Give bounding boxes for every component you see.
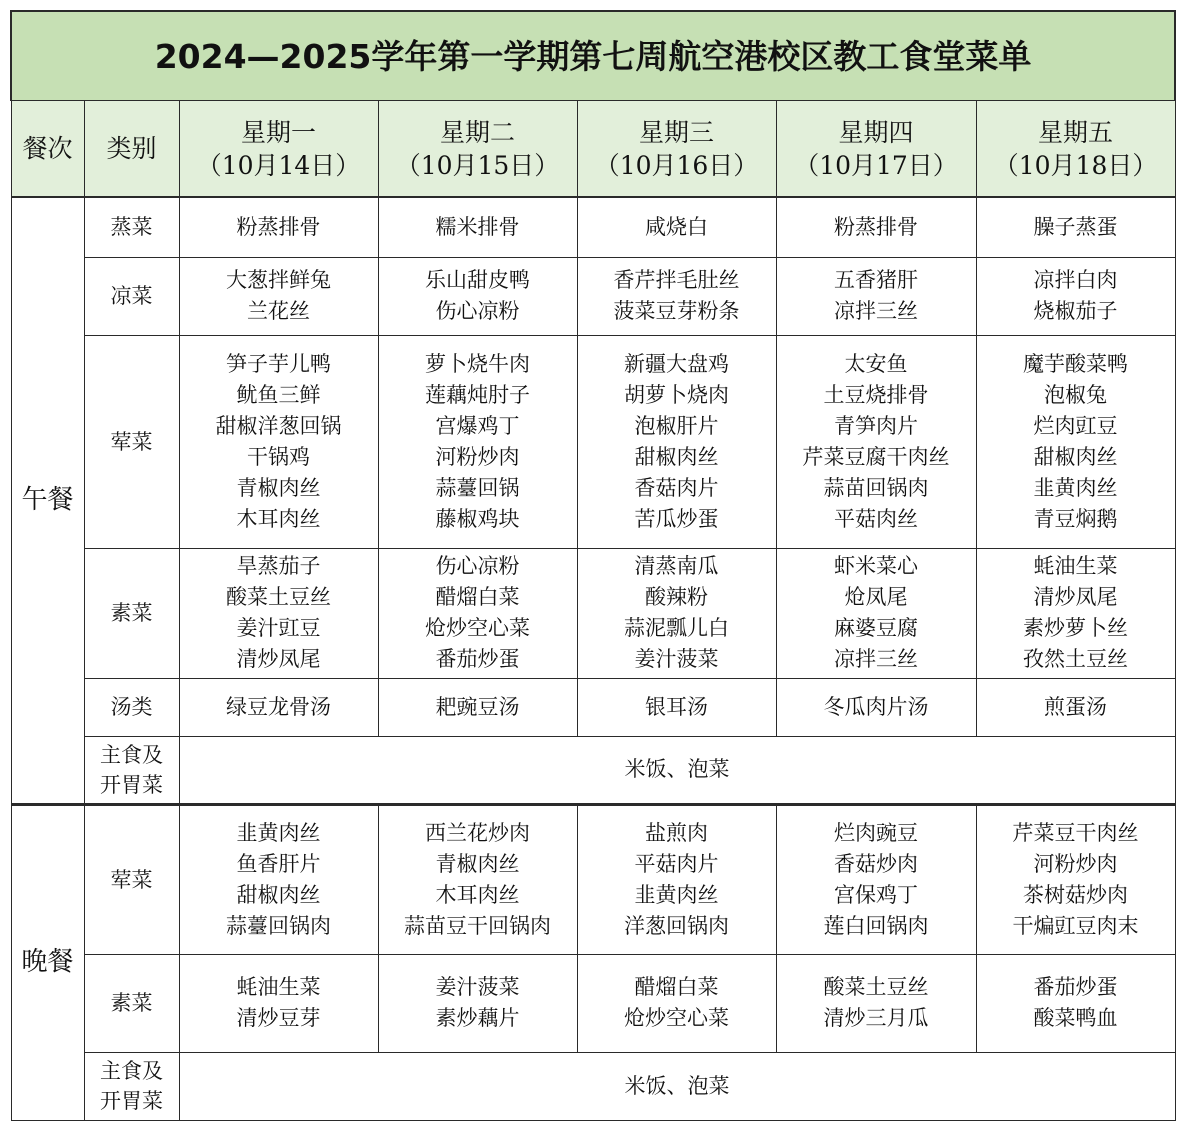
dish-cell — [776, 954, 976, 1052]
dish-item: 烧椒茄子 — [1033, 299, 1118, 323]
dish-item: 藤椒鸡块 — [435, 506, 520, 531]
dish-cell — [776, 257, 976, 335]
dish-cell — [179, 954, 378, 1052]
category-line: 主食及 — [100, 742, 163, 767]
dish-item: 伤心凉粉 — [435, 554, 520, 578]
dish-cell — [378, 678, 577, 736]
dish-item: 泡椒肝片 — [634, 413, 719, 438]
dish-item: 旱蒸茄子 — [236, 554, 321, 578]
dish-item: 伤心凉粉 — [435, 299, 520, 323]
dish-item: 凉拌白肉 — [1033, 268, 1118, 292]
dish-item: 韭黄肉丝 — [1033, 475, 1118, 500]
day-date: （10月15日） — [395, 150, 560, 180]
day-date: （10月17日） — [794, 150, 958, 180]
dish-item: 宫保鸡丁 — [834, 882, 918, 907]
dish-item: 太安鱼 — [844, 351, 908, 376]
day-name: 星期二 — [439, 117, 515, 147]
dish-cell — [179, 197, 378, 257]
staple-text: 米饭、泡菜 — [179, 1052, 1175, 1120]
dish-item: 炝凤尾 — [844, 585, 908, 609]
dish-item: 平菇肉片 — [634, 851, 719, 876]
dish-cell — [776, 197, 976, 257]
dish-item: 凉拌三丝 — [834, 647, 918, 671]
dish-item: 韭黄肉丝 — [236, 820, 321, 845]
dish-cell — [378, 954, 577, 1052]
dish-item: 土豆烧排骨 — [823, 382, 929, 407]
dish-cell — [577, 197, 776, 257]
dish-item: 木耳肉丝 — [236, 506, 321, 531]
dish-cell — [976, 678, 1175, 736]
dinner-veg-row — [11, 954, 1175, 1052]
day-date: （10月14日） — [196, 150, 361, 180]
dish-item: 木耳肉丝 — [435, 882, 520, 907]
dish-item: 烂肉豌豆 — [834, 820, 918, 845]
dish-item: 清炒凤尾 — [236, 647, 321, 671]
dish-item: 蒜泥瓢儿白 — [624, 616, 729, 640]
dish-item: 韭黄肉丝 — [634, 882, 719, 907]
dish-cell — [577, 548, 776, 678]
dish-cell — [776, 548, 976, 678]
dish-item: 青椒肉丝 — [435, 851, 520, 876]
dish-item: 甜椒洋葱回锅 — [215, 413, 342, 438]
dish-cell — [976, 548, 1175, 678]
dish-item: 鱼香肝片 — [236, 851, 321, 876]
dish-cell — [976, 335, 1175, 548]
day-header-thu — [776, 101, 976, 198]
category-header: 类别 — [84, 101, 179, 198]
dish-item: 芹菜豆腐干肉丝 — [802, 444, 950, 469]
dish-item: 麻婆豆腐 — [834, 616, 918, 640]
dish-item: 芹菜豆干肉丝 — [1012, 820, 1139, 845]
dish-item: 煎蛋汤 — [1044, 694, 1108, 719]
dish-item: 孜然土豆丝 — [1023, 647, 1129, 671]
lunch-cold-row — [11, 257, 1175, 335]
dish-item: 甜椒肉丝 — [1033, 444, 1118, 469]
dish-cell — [776, 335, 976, 548]
dish-item: 蒜薹回锅肉 — [226, 913, 331, 938]
dish-item: 酸菜土豆丝 — [823, 975, 929, 999]
category-label: 汤类 — [84, 678, 179, 736]
dish-item: 胡萝卜烧肉 — [624, 382, 729, 407]
dish-item: 清炒豆芽 — [236, 1006, 321, 1030]
dish-item: 冬瓜肉片汤 — [823, 694, 929, 719]
dish-item: 香芹拌毛肚丝 — [613, 268, 740, 292]
day-header-wed — [577, 101, 776, 198]
dish-cell — [378, 804, 577, 954]
dish-cell — [378, 548, 577, 678]
dish-item: 魔芋酸菜鸭 — [1023, 351, 1129, 376]
dish-item: 河粉炒肉 — [435, 444, 520, 469]
dish-cell — [577, 257, 776, 335]
dish-item: 甜椒肉丝 — [634, 444, 719, 469]
dish-item: 青椒肉丝 — [236, 475, 321, 500]
dish-item: 河粉炒肉 — [1033, 851, 1118, 876]
dish-cell — [179, 548, 378, 678]
dish-item: 蚝油生菜 — [1033, 554, 1118, 578]
dish-cell — [577, 678, 776, 736]
day-header-mon — [179, 101, 378, 198]
day-name: 星期五 — [1038, 117, 1114, 147]
day-header-tue — [378, 101, 577, 198]
dish-item: 番茄炒蛋 — [435, 647, 520, 671]
dinner-meat-row — [11, 804, 1175, 954]
dish-cell — [577, 335, 776, 548]
dish-cell — [776, 678, 976, 736]
dish-item: 泡椒兔 — [1044, 382, 1108, 407]
dish-item: 莲白回锅肉 — [823, 913, 929, 938]
dish-item: 糯米排骨 — [435, 214, 520, 239]
category-label — [84, 736, 179, 804]
dish-item: 香菇肉片 — [634, 475, 719, 500]
category-label: 荤菜 — [84, 335, 179, 548]
dish-item: 酸辣粉 — [645, 585, 708, 609]
title-row — [11, 11, 1175, 101]
category-line: 主食及 — [100, 1059, 163, 1083]
dish-item: 咸烧白 — [645, 214, 708, 239]
dinner-staple-row — [11, 1052, 1175, 1120]
day-header-fri — [976, 101, 1175, 198]
dish-cell — [776, 804, 976, 954]
meal-header: 餐次 — [11, 101, 84, 198]
dish-item: 清蒸南瓜 — [634, 554, 719, 578]
dish-item: 笋子芋儿鸭 — [226, 351, 331, 376]
category-label: 荤菜 — [84, 804, 179, 954]
dish-item: 乐山甜皮鸭 — [425, 268, 530, 292]
day-date: （10月16日） — [594, 150, 759, 180]
meal-label-lunch: 午餐 — [11, 197, 84, 804]
header-row — [11, 101, 1175, 198]
dish-cell — [976, 257, 1175, 335]
day-name: 星期一 — [240, 117, 316, 147]
dish-item: 蒜薹回锅 — [435, 475, 520, 500]
dish-cell — [179, 257, 378, 335]
dish-item: 洋葱回锅肉 — [624, 913, 729, 938]
dish-item: 虾米菜心 — [834, 554, 918, 578]
dish-item: 莲藕炖肘子 — [425, 382, 530, 407]
dish-item: 菠菜豆芽粉条 — [613, 299, 740, 323]
dish-item: 银耳汤 — [645, 694, 708, 719]
dish-item: 清炒凤尾 — [1033, 585, 1118, 609]
dish-item: 烂肉豇豆 — [1033, 413, 1118, 438]
staple-text: 米饭、泡菜 — [179, 736, 1175, 804]
menu-title: 2024—2025学年第一学期第七周航空港校区教工食堂菜单 — [11, 11, 1175, 101]
dish-item: 姜汁菠菜 — [435, 975, 520, 999]
dish-item: 大葱拌鲜兔 — [226, 268, 331, 292]
dish-item: 臊子蒸蛋 — [1033, 214, 1118, 239]
dish-item: 鱿鱼三鲜 — [236, 382, 321, 407]
dish-cell — [378, 197, 577, 257]
category-label: 蒸菜 — [84, 197, 179, 257]
dish-item: 酸菜鸭血 — [1033, 1006, 1118, 1030]
dish-item: 青笋肉片 — [834, 413, 918, 438]
lunch-veg-row — [11, 548, 1175, 678]
dish-item: 粉蒸排骨 — [834, 214, 918, 239]
dish-item: 酸菜土豆丝 — [226, 585, 331, 609]
dish-item: 清炒三月瓜 — [823, 1006, 929, 1030]
dish-item: 甜椒肉丝 — [236, 882, 321, 907]
dish-item: 平菇肉丝 — [834, 506, 918, 531]
dish-item: 西兰花炒肉 — [425, 820, 530, 845]
dish-cell — [976, 197, 1175, 257]
dish-item: 番茄炒蛋 — [1033, 975, 1118, 999]
dish-item: 青豆焖鹅 — [1033, 506, 1118, 531]
dish-cell — [179, 804, 378, 954]
category-label: 素菜 — [84, 954, 179, 1052]
category-label: 凉菜 — [84, 257, 179, 335]
category-line: 开胃菜 — [100, 1089, 163, 1113]
dish-item: 姜汁菠菜 — [634, 647, 719, 671]
dish-item: 茶树菇炒肉 — [1023, 882, 1129, 907]
dish-cell — [976, 954, 1175, 1052]
dish-item: 素炒藕片 — [435, 1006, 520, 1030]
dish-item: 耙豌豆汤 — [435, 694, 520, 719]
dish-item: 宫爆鸡丁 — [435, 413, 520, 438]
lunch-soup-row — [11, 678, 1175, 736]
dish-item: 素炒萝卜丝 — [1023, 616, 1129, 640]
dish-item: 蒜苗豆干回锅肉 — [404, 913, 551, 938]
category-label: 素菜 — [84, 548, 179, 678]
dish-item: 干锅鸡 — [247, 444, 310, 469]
dish-cell — [378, 257, 577, 335]
dish-item: 姜汁豇豆 — [236, 616, 321, 640]
dish-cell — [976, 804, 1175, 954]
dish-item: 凉拌三丝 — [834, 299, 918, 323]
dish-item: 炝炒空心菜 — [624, 1006, 729, 1030]
dish-item: 新疆大盘鸡 — [624, 351, 729, 376]
day-name: 星期四 — [838, 117, 914, 147]
dish-cell — [179, 678, 378, 736]
category-line: 开胃菜 — [100, 772, 163, 797]
dish-item: 醋熘白菜 — [435, 585, 520, 609]
dish-item: 干煸豇豆肉末 — [1012, 913, 1139, 938]
day-name: 星期三 — [638, 117, 714, 147]
dish-cell — [577, 954, 776, 1052]
dish-cell — [378, 335, 577, 548]
dish-item: 五香猪肝 — [834, 268, 918, 292]
dish-cell — [577, 804, 776, 954]
lunch-staple-row — [11, 736, 1175, 804]
dish-item: 香菇炒肉 — [834, 851, 918, 876]
dish-item: 盐煎肉 — [645, 820, 708, 845]
dish-item: 蚝油生菜 — [236, 975, 321, 999]
day-date: （10月18日） — [993, 150, 1158, 180]
dish-item: 萝卜烧牛肉 — [425, 351, 530, 376]
dish-item: 苦瓜炒蛋 — [634, 506, 719, 531]
dish-item: 炝炒空心菜 — [425, 616, 530, 640]
dish-item: 醋熘白菜 — [634, 975, 719, 999]
meal-label-dinner: 晚餐 — [11, 804, 84, 1120]
lunch-meat-row — [11, 335, 1175, 548]
dish-item: 兰花丝 — [247, 299, 310, 323]
dish-item: 绿豆龙骨汤 — [226, 694, 331, 719]
category-label — [84, 1052, 179, 1120]
dish-item: 蒜苗回锅肉 — [823, 475, 929, 500]
lunch-steamed-row — [11, 197, 1175, 257]
menu-table — [10, 10, 1176, 1121]
dish-item: 粉蒸排骨 — [236, 214, 321, 239]
dish-cell — [179, 335, 378, 548]
